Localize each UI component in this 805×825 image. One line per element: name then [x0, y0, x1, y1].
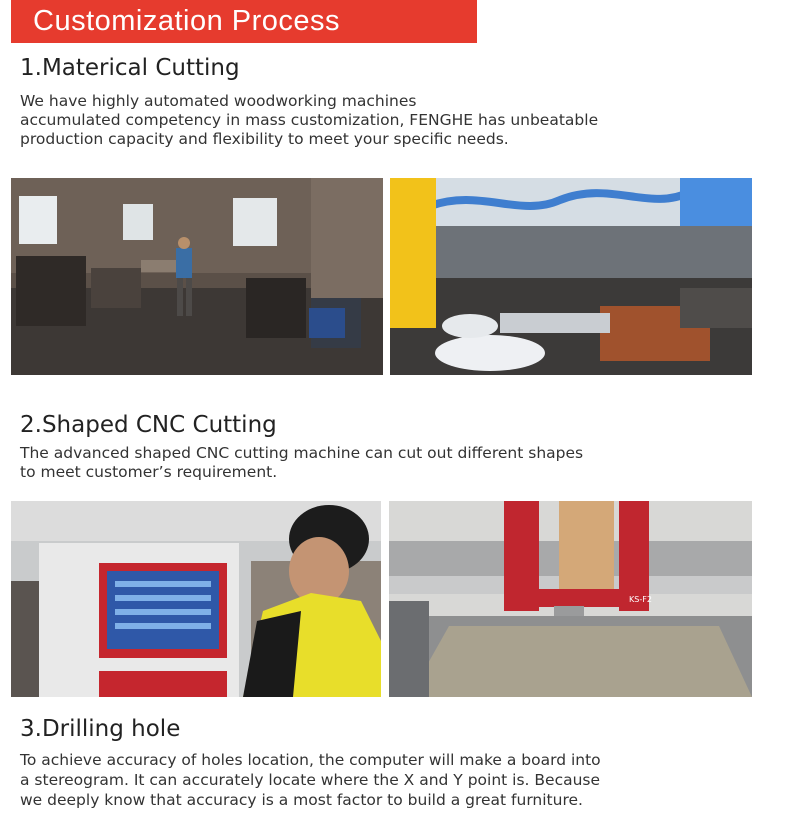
section-banner [11, 0, 477, 43]
step-2-heading: 2.Shaped CNC Cutting [20, 412, 277, 438]
cnc-control-panel-photo [11, 501, 381, 697]
step-1-text-line-3: production capacity and flexibility to meet your specific needs. [20, 130, 509, 148]
cnc-machine-photo [389, 501, 752, 697]
step-3-text-line-1: To achieve accuracy of holes location, the computer will make a board into [20, 751, 601, 769]
step-1-text-line-2: accumulated competency in mass customization, FENGHE has unbeatable [20, 111, 599, 129]
machine-model-label: KS-F2 [629, 595, 652, 604]
step-3-text-line-2: a stereogram. It can accurately locate where the X and Y point is. Because [20, 771, 601, 789]
step-2-text-line-2: to meet customer’s requirement. [20, 463, 278, 481]
step-1-heading: 1.Materical Cutting [20, 55, 240, 81]
factory-floor-photo [11, 178, 383, 375]
step-1-text-line-1: We have highly automated woodworking machines [20, 92, 417, 110]
step-3-heading: 3.Drilling hole [20, 716, 181, 742]
step-2-text-line-1: The advanced shaped CNC cutting machine can cut out different shapes [20, 444, 584, 462]
banner-title: Customization Process [33, 5, 341, 37]
saw-cutting-photo [390, 178, 752, 375]
step-3-text-line-3: we deeply know that accuracy is a most factor to build a great furniture. [20, 791, 583, 809]
